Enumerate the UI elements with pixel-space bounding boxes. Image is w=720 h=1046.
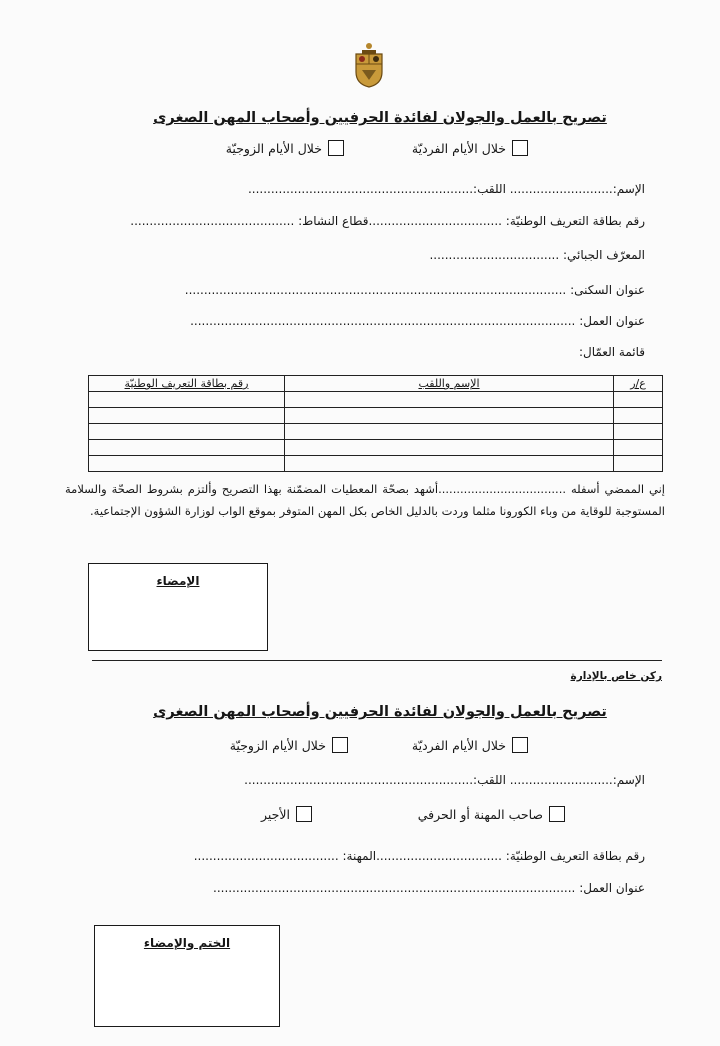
table-cell[interactable] [285, 408, 614, 424]
section-divider [92, 660, 662, 661]
id-sector-row [130, 214, 645, 228]
tax-row [429, 248, 645, 262]
option-employee[interactable] [261, 806, 312, 822]
profession-field[interactable]: ...................................... [193, 849, 339, 863]
admin-work-address-label: عنوان العمل: [579, 881, 645, 895]
table-row [89, 424, 663, 440]
option-owner-label: صاحب المهنة أو الحرفي [417, 806, 543, 822]
table-row [89, 456, 663, 472]
surname-label: اللقب: [473, 182, 506, 196]
table-cell[interactable] [614, 408, 663, 424]
signature-box[interactable] [88, 563, 268, 651]
id-field[interactable]: ................................... [368, 214, 502, 228]
signature-label: الإمضاء [156, 574, 200, 588]
home-address-label: عنوان السكنى: [570, 283, 645, 297]
sector-field[interactable]: ........................................... [130, 214, 295, 228]
option-individual-days-label: خلال الأيام الفرديّة [411, 140, 506, 156]
col-header-name: الإسم واللقب [285, 376, 614, 392]
col-header-number: ع/ر [614, 376, 663, 392]
table-cell[interactable] [614, 392, 663, 408]
admin-name-label: الإسم: [612, 773, 645, 787]
home-address-row [185, 283, 645, 297]
work-address-field[interactable]: ..................................................................................................... [190, 314, 576, 328]
checkbox-even-days[interactable] [328, 140, 344, 156]
table-row [89, 408, 663, 424]
table-cell[interactable] [285, 424, 614, 440]
stamp-signature-box[interactable] [94, 925, 280, 1027]
declaration-text: أشهد بصحّة المعطيات المضمّنة بهذا التصريح وألتزم بشروط الصحّة والسلامة المستوجبة للوقاية من وباء الكورونا مثلما وردت بالدليل الخاص بكل المهن المتوفر بموقع الواب لوزارة الشؤون الإجتماعية. [65, 482, 665, 518]
table-cell[interactable] [285, 456, 614, 472]
admin-checkbox-even-days[interactable] [332, 737, 348, 753]
table-cell[interactable] [285, 440, 614, 456]
admin-option-individual-label: خلال الأيام الفرديّة [411, 737, 506, 753]
checkbox-owner[interactable] [549, 806, 565, 822]
table-cell[interactable] [614, 456, 663, 472]
workers-list-label: قائمة العمّال: [578, 345, 645, 359]
table-cell[interactable] [285, 392, 614, 408]
admin-id-field[interactable]: ................................. [376, 849, 502, 863]
admin-name-field[interactable]: ........................... [509, 773, 613, 787]
admin-surname-field[interactable]: ............................................................ [244, 773, 474, 787]
profession-label: المهنة: [342, 849, 377, 863]
admin-id-row [194, 849, 645, 863]
admin-work-address-row [213, 881, 645, 895]
table-cell[interactable] [89, 424, 285, 440]
option-even-days-label: خلال الأيام الزوجيّة [225, 140, 322, 156]
table-cell[interactable] [89, 456, 285, 472]
workers-table [88, 375, 663, 472]
work-address-row [190, 314, 645, 328]
admin-option-even-label: خلال الأيام الزوجيّة [229, 737, 326, 753]
admin-id-label: رقم بطاقة التعريف الوطنيّة: [505, 849, 645, 863]
admin-surname-label: اللقب: [473, 773, 506, 787]
sector-label: قطاع النشاط: [298, 214, 369, 228]
option-employee-label: الأجير [261, 806, 290, 822]
checkbox-employee[interactable] [296, 806, 312, 822]
table-cell[interactable] [89, 392, 285, 408]
admin-work-address-field[interactable]: ............................................................................................... [213, 881, 576, 895]
surname-field[interactable]: ........................................................... [247, 182, 474, 196]
form-title-admin: تصريح بالعمل والجولان لفائدة الحرفيين وأصحاب المهن الصغرى [153, 704, 607, 720]
work-address-label: عنوان العمل: [579, 314, 645, 328]
table-cell[interactable] [614, 424, 663, 440]
name-label: الإسم: [612, 182, 645, 196]
tax-id-field[interactable]: .................................. [429, 248, 560, 262]
table-row [89, 392, 663, 408]
table-cell[interactable] [89, 408, 285, 424]
table-row [89, 440, 663, 456]
name-row [248, 182, 645, 196]
name-field[interactable]: ........................... [509, 182, 613, 196]
declaration-name-field[interactable]: ................................... [438, 482, 567, 496]
admin-checkbox-individual-days[interactable] [512, 737, 528, 753]
admin-option-individual-days[interactable] [412, 737, 528, 753]
home-address-field[interactable]: .................................................................................................... [184, 283, 567, 297]
id-label: رقم بطاقة التعريف الوطنيّة: [505, 214, 645, 228]
declaration-start: إني الممضي أسفله [570, 482, 665, 496]
declaration-paragraph [65, 478, 665, 522]
stamp-signature-label: الختم والإمضاء [143, 936, 231, 950]
checkbox-individual-days[interactable] [512, 140, 528, 156]
tax-id-label: المعرّف الجبائي: [563, 248, 645, 262]
admin-name-row [244, 773, 645, 787]
tunisia-emblem-icon [352, 42, 386, 88]
form-title: تصريح بالعمل والجولان لفائدة الحرفيين وأصحاب المهن الصغرى [153, 110, 607, 126]
admin-section-label: ركن خاص بالإدارة [570, 670, 662, 682]
table-cell[interactable] [89, 440, 285, 456]
table-cell[interactable] [614, 440, 663, 456]
option-individual-days[interactable] [412, 140, 528, 156]
option-owner[interactable] [418, 806, 565, 822]
col-header-id: رقم بطاقة التعريف الوطنيّة [89, 376, 285, 392]
option-even-days[interactable] [226, 140, 344, 156]
admin-option-even-days[interactable] [230, 737, 348, 753]
